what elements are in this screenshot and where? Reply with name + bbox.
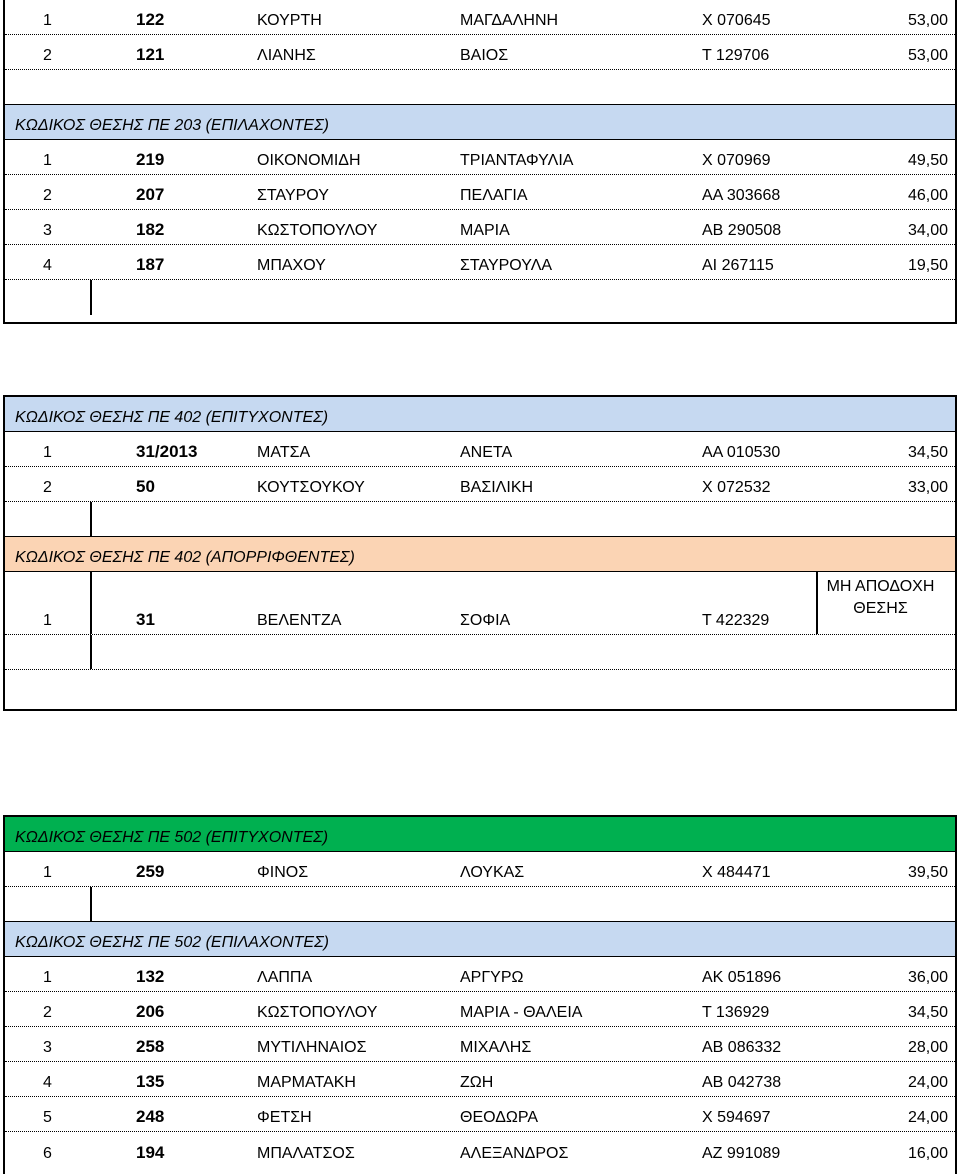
score: 28,00: [907, 1039, 948, 1056]
id-number: ΑΙ 267115: [702, 257, 774, 274]
candidate-code: 219: [136, 150, 165, 169]
surname: ΟΙΚΟΝΟΜΙΔΗ: [257, 152, 361, 169]
id-number: ΑΚ 051896: [702, 969, 782, 986]
candidate-code: 132: [136, 967, 165, 986]
first-name: ΜΑΡΙΑ - ΘΑΛΕΙΑ: [460, 1004, 583, 1021]
table-row: [5, 1027, 955, 1062]
row-number: 2: [43, 1004, 52, 1021]
table-row: [5, 140, 955, 175]
column-divider: [90, 635, 92, 669]
id-number: Τ 136929: [702, 1004, 770, 1021]
score: 33,00: [907, 479, 948, 496]
score: 34,50: [907, 1004, 948, 1021]
first-name: ΜΙΧΑΛΗΣ: [460, 1039, 532, 1056]
table-row: [5, 852, 955, 887]
candidate-code: 135: [136, 1072, 165, 1091]
surname: ΒΕΛΕΝΤΖΑ: [257, 612, 342, 629]
first-name: ΖΩΗ: [460, 1074, 494, 1091]
surname: ΜΠΑΧΟΥ: [257, 257, 326, 274]
table-pe-402: [3, 395, 957, 711]
score: 36,00: [907, 969, 948, 986]
candidate-code: 206: [136, 1002, 165, 1021]
section-header: [5, 397, 955, 432]
id-number: Χ 070645: [702, 12, 771, 29]
table-row: [5, 1132, 955, 1167]
table-row: [5, 175, 955, 210]
column-divider: [90, 280, 92, 315]
first-name: ΑΝΕΤΑ: [460, 444, 513, 461]
score: 46,00: [907, 187, 948, 204]
section-header-title: ΚΩΔΙΚΟΣ ΘΕΣΗΣ ΠΕ 402 (ΑΠΟΡΡΙΦΘΕΝΤΕΣ): [15, 549, 355, 566]
row-number: 1: [43, 612, 52, 629]
empty-row: [5, 670, 955, 705]
column-divider: [90, 887, 92, 921]
score: 39,50: [907, 864, 948, 881]
surname: ΛΙΑΝΗΣ: [257, 47, 316, 64]
id-number: Τ 422329: [702, 612, 770, 629]
surname: ΚΩΣΤΟΠΟΥΛΟΥ: [257, 1004, 378, 1021]
candidate-code: 121: [136, 45, 165, 64]
candidate-code: 248: [136, 1107, 165, 1126]
first-name: ΣΟΦΙΑ: [460, 612, 511, 629]
empty-row: [5, 635, 955, 670]
candidate-code: 187: [136, 255, 165, 274]
id-number: ΑΖ 991089: [702, 1145, 781, 1162]
row-number: 2: [43, 187, 52, 204]
section-header-title: ΚΩΔΙΚΟΣ ΘΕΣΗΣ ΠΕ 502 (ΕΠΙΤΥΧΟΝΤΕΣ): [15, 829, 329, 846]
first-name: ΘΕΟΔΩΡΑ: [460, 1109, 539, 1126]
candidate-code: 259: [136, 862, 165, 881]
surname: ΣΤΑΥΡΟΥ: [257, 187, 329, 204]
surname: ΦΙΝΟΣ: [257, 864, 309, 881]
table-row: [5, 1097, 955, 1132]
first-name: ΤΡΙΑΝΤΑΦΥΛΙΑ: [460, 152, 574, 169]
column-divider: [90, 572, 92, 634]
surname: ΛΑΠΠΑ: [257, 969, 313, 986]
table-row: [5, 432, 955, 467]
candidate-code: 50: [136, 477, 155, 496]
row-number: 1: [43, 444, 52, 461]
surname: ΚΩΣΤΟΠΟΥΛΟΥ: [257, 222, 378, 239]
table-row: [5, 957, 955, 992]
section-header-title: ΚΩΔΙΚΟΣ ΘΕΣΗΣ ΠΕ 502 (ΕΠΙΛΑΧΟΝΤΕΣ): [15, 934, 329, 951]
table-row: [5, 245, 955, 280]
section-header: [5, 817, 955, 852]
score: 24,00: [907, 1074, 948, 1091]
first-name: ΜΑΡΙΑ: [460, 222, 510, 239]
row-number: 3: [43, 1039, 52, 1056]
empty-row: [5, 887, 955, 922]
surname: ΜΠΑΛΑΤΣΟΣ: [257, 1145, 355, 1162]
score: 16,00: [907, 1145, 948, 1162]
row-number: 4: [43, 257, 52, 274]
id-number: ΑΒ 042738: [702, 1074, 782, 1091]
candidate-code: 194: [136, 1143, 165, 1162]
id-number: Τ 129706: [702, 47, 770, 64]
empty-row: [5, 280, 955, 315]
first-name: ΑΡΓΥΡΩ: [460, 969, 524, 986]
section-header-title: ΚΩΔΙΚΟΣ ΘΕΣΗΣ ΠΕ 203 (ΕΠΙΛΑΧΟΝΤΕΣ): [15, 117, 329, 134]
score: 34,50: [907, 444, 948, 461]
candidate-code: 31: [136, 610, 155, 629]
row-number: 1: [43, 152, 52, 169]
score: 53,00: [907, 47, 948, 64]
score: 53,00: [907, 12, 948, 29]
id-number: Χ 594697: [702, 1109, 771, 1126]
row-number: 4: [43, 1074, 52, 1091]
surname: ΜΑΤΣΑ: [257, 444, 311, 461]
score: 24,00: [907, 1109, 948, 1126]
candidate-code: 258: [136, 1037, 165, 1056]
row-number: 2: [43, 47, 52, 64]
table-row: [5, 467, 955, 502]
row-number: 1: [43, 12, 52, 29]
table-row: [5, 992, 955, 1027]
id-number: ΑΑ 303668: [702, 187, 781, 204]
row-number: 3: [43, 222, 52, 239]
status-note: ΜΗ ΑΠΟΔΟΧΗ ΘΕΣΗΣ: [826, 578, 935, 617]
column-divider: [90, 502, 92, 536]
surname: ΦΕΤΣΗ: [257, 1109, 312, 1126]
candidate-code: 122: [136, 10, 165, 29]
first-name: ΜΑΓΔΑΛΗΝΗ: [460, 12, 559, 29]
table-row: [5, 0, 955, 35]
score: 49,50: [907, 152, 948, 169]
first-name: ΒΑΙΟΣ: [460, 47, 509, 64]
section-header: [5, 105, 955, 140]
surname: ΜΑΡΜΑΤΑΚΗ: [257, 1074, 356, 1091]
id-number: ΑΑ 010530: [702, 444, 781, 461]
id-number: ΑΒ 086332: [702, 1039, 782, 1056]
first-name: ΑΛΕΞΑΝΔΡΟΣ: [460, 1145, 569, 1162]
score: 34,00: [907, 222, 948, 239]
id-number: ΑΒ 290508: [702, 222, 782, 239]
id-number: Χ 072532: [702, 479, 771, 496]
row-number: 1: [43, 969, 52, 986]
row-number: 1: [43, 864, 52, 881]
candidate-code: 207: [136, 185, 165, 204]
score: 19,50: [907, 257, 948, 274]
surname: ΚΟΥΡΤΗ: [257, 12, 322, 29]
id-number: Χ 484471: [702, 864, 771, 881]
section-header: [5, 537, 955, 572]
candidate-code: 182: [136, 220, 165, 239]
row-number: 2: [43, 479, 52, 496]
first-name: ΛΟΥΚΑΣ: [460, 864, 525, 881]
empty-row: [5, 70, 955, 105]
id-number: Χ 070969: [702, 152, 771, 169]
first-name: ΒΑΣΙΛΙΚΗ: [460, 479, 534, 496]
surname: ΚΟΥΤΣΟΥΚΟΥ: [257, 479, 365, 496]
row-number: 6: [43, 1145, 52, 1162]
first-name: ΣΤΑΥΡΟΥΛΑ: [460, 257, 553, 274]
section-header: [5, 922, 955, 957]
surname: ΜΥΤΙΛΗΝΑΙΟΣ: [257, 1039, 367, 1056]
table-row: [5, 35, 955, 70]
first-name: ΠΕΛΑΓΙΑ: [460, 187, 528, 204]
table-row: [5, 1062, 955, 1097]
table-pe-203: [3, 0, 957, 324]
empty-row: [5, 502, 955, 537]
section-header-title: ΚΩΔΙΚΟΣ ΘΕΣΗΣ ΠΕ 402 (ΕΠΙΤΥΧΟΝΤΕΣ): [15, 409, 329, 426]
row-number: 5: [43, 1109, 52, 1126]
candidate-code: 31/2013: [136, 442, 198, 461]
table-row: [5, 572, 955, 635]
table-pe-502: [3, 815, 957, 1174]
table-row: [5, 210, 955, 245]
